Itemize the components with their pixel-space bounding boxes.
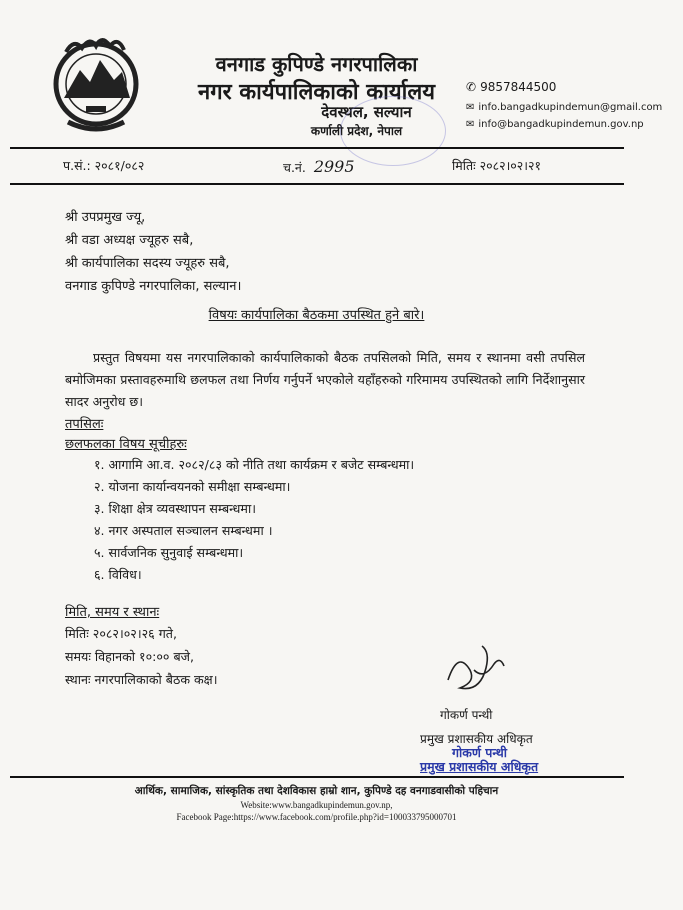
agenda-item: ६. विविध। bbox=[94, 567, 142, 582]
footer-divider bbox=[10, 776, 624, 778]
contact-email-1: ✉ info.bangadkupindemun@gmail.com bbox=[466, 102, 663, 113]
office-location: देवस्थल, सल्यान bbox=[321, 103, 412, 121]
signatory-title: प्रमुख प्रशासकीय अधिकृत bbox=[420, 732, 533, 746]
stamp-title: प्रमुख प्रशासकीय अधिकृत bbox=[420, 759, 539, 774]
agenda-item: ५. सार्वजनिक सुनुवाई सम्बन्धमा। bbox=[94, 545, 244, 560]
meeting-place: स्थानः नगरपालिकाको बैठक कक्ष। bbox=[65, 672, 218, 687]
handwritten-signature bbox=[438, 640, 508, 700]
mail-icon: ✉ bbox=[466, 102, 475, 113]
contact-phone: ✆ 9857844500 bbox=[466, 80, 557, 94]
meeting-time: समयः विहानको १०:०० बजे, bbox=[65, 649, 195, 664]
municipality-name: वनगाड कुपिण्डे नगरपालिका bbox=[215, 52, 418, 76]
addressee-line: श्री उपप्रमुख ज्यू, bbox=[65, 210, 146, 225]
footer-website: Website:www.bangadkupindemun.gov.np, bbox=[240, 800, 393, 810]
stamp-name: गोकर्ण पन्थी bbox=[452, 745, 507, 760]
meeting-date: मितिः २०८२।०२।२६ गते, bbox=[65, 626, 177, 641]
office-seal bbox=[340, 96, 446, 166]
agenda-heading: छलफलका विषय सूचीहरुः bbox=[65, 437, 187, 452]
agenda-item: ४. नगर अस्पताल सञ्चालन सम्बन्धमा । bbox=[94, 523, 273, 538]
office-province: कर्णाली प्रदेश, नेपाल bbox=[310, 124, 403, 138]
contact-email-2: ✉ info@bangadkupindemun.gov.np bbox=[466, 119, 644, 130]
addressee-line: श्री वडा अध्यक्ष ज्यूहरु सबै, bbox=[65, 233, 194, 248]
addressee-line: श्री कार्यपालिका सदस्य ज्यूहरु सबै, bbox=[65, 256, 230, 271]
letter-date: मितिः २०८२।०२।२१ bbox=[452, 158, 542, 173]
agenda-item: १. आगामि आ.व. २०८२/८३ को नीति तथा कार्यक्रम र बजेट सम्बन्धमा। bbox=[94, 457, 415, 472]
phone-icon: ✆ bbox=[466, 80, 477, 94]
reference-divider bbox=[10, 183, 624, 185]
agenda-item: २. योजना कार्यान्वयनको समीक्षा सम्बन्धमा। bbox=[94, 479, 291, 494]
header-divider bbox=[10, 147, 624, 149]
agenda-item: ३. शिक्षा क्षेत्र व्यवस्थापन सम्बन्धमा। bbox=[94, 501, 256, 516]
meeting-heading: मिति, समय र स्थानः bbox=[65, 605, 160, 620]
dispatch-number: च.नं. 2995 bbox=[283, 157, 355, 176]
footer-slogan: आर्थिक, सामाजिक, सांस्कृतिक तथा देशविकास हाम्रो शान, कुपिण्डे दह वनगाडवासीको पहिचान bbox=[134, 785, 499, 797]
addressee-line: वनगाड कुपिण्डे नगरपालिका, सल्यान। bbox=[65, 279, 242, 294]
letter-subject: विषयः कार्यपालिका बैठकमा उपस्थित हुने बारे। bbox=[208, 308, 425, 323]
footer-facebook: Facebook Page:https://www.facebook.com/profile.php?id=100033795000701 bbox=[176, 812, 457, 822]
signatory-name: गोकर्ण पन्थी bbox=[440, 708, 493, 722]
dispatch-number-value: 2995 bbox=[313, 157, 355, 176]
tapsil-heading: तपसिलः bbox=[65, 417, 104, 432]
reference-number: प.सं.: २०८१/०८२ bbox=[63, 158, 145, 173]
office-name: नगर कार्यपालिकाको कार्यालय bbox=[198, 80, 435, 105]
mail-icon: ✉ bbox=[466, 119, 475, 130]
letter-body: प्रस्तुत विषयमा यस नगरपालिकाको कार्यपालिकाको बैठक तपसिलको मिति, समय र स्थानमा वसी तपसिल बमोजिमका प्रस्तावहरुमाथि छलफल तथा निर्णय गर्नुपर्ने भएकोले यहाँहरुको गरिमामय उपस्थितको लागि निर्देशानुसार सादर अनुरोध छ। bbox=[65, 350, 585, 409]
